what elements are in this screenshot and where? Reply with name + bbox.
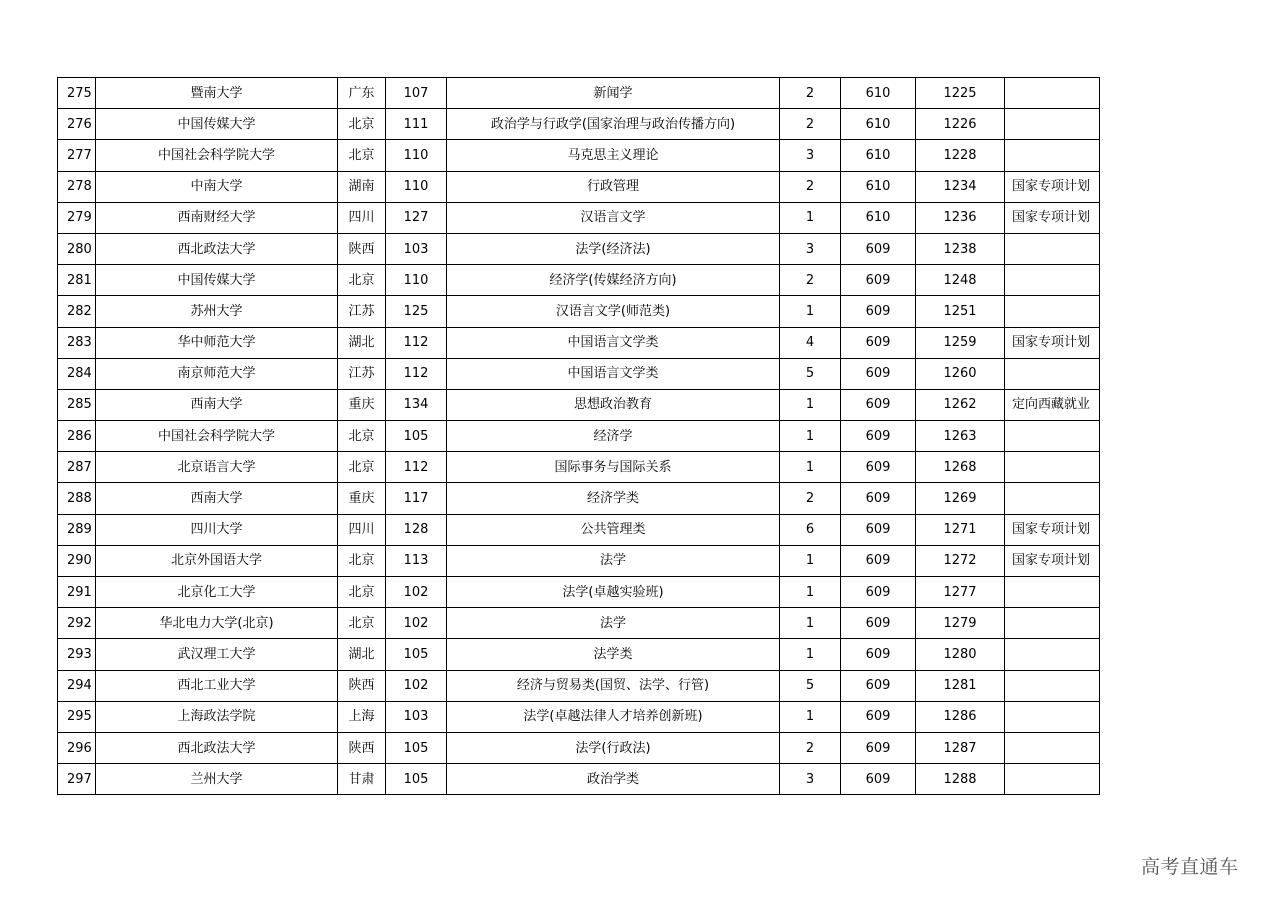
major-name-cell: 行政管理: [447, 171, 780, 202]
table-row: [58, 140, 1100, 171]
plan-count-cell: 2: [780, 171, 841, 202]
university-name-cell: 西南财经大学: [96, 202, 338, 233]
min-score-cell: 609: [841, 483, 916, 514]
major-name-cell: 新闻学: [447, 78, 780, 109]
major-name-cell: 中国语言文学类: [447, 358, 780, 389]
major-name-cell: 公共管理类: [447, 514, 780, 545]
min-score-cell: 609: [841, 764, 916, 795]
major-code-cell: 105: [386, 732, 447, 763]
table-row: [58, 545, 1100, 576]
major-code-cell: 105: [386, 639, 447, 670]
university-name-cell: 北京化工大学: [96, 577, 338, 608]
university-name-cell: 北京语言大学: [96, 452, 338, 483]
plan-count-cell: 4: [780, 327, 841, 358]
plan-count-cell: 3: [780, 233, 841, 264]
min-score-cell: 609: [841, 545, 916, 576]
min-score-cell: 610: [841, 140, 916, 171]
min-score-cell: 609: [841, 421, 916, 452]
province-cell: 甘肃: [338, 764, 386, 795]
major-code-cell: 112: [386, 358, 447, 389]
row-index-cell: 294: [58, 670, 96, 701]
row-index-cell: 281: [58, 265, 96, 296]
major-name-cell: 法学(行政法): [447, 732, 780, 763]
major-code-cell: 110: [386, 265, 447, 296]
major-code-cell: 110: [386, 171, 447, 202]
plan-count-cell: 2: [780, 109, 841, 140]
note-cell: [1005, 296, 1100, 327]
major-code-cell: 102: [386, 608, 447, 639]
rank-cell: 1277: [916, 577, 1005, 608]
plan-count-cell: 1: [780, 701, 841, 732]
rank-cell: 1268: [916, 452, 1005, 483]
min-score-cell: 609: [841, 577, 916, 608]
major-code-cell: 113: [386, 545, 447, 576]
rank-cell: 1263: [916, 421, 1005, 452]
table-row: [58, 670, 1100, 701]
min-score-cell: 610: [841, 171, 916, 202]
row-index-cell: 287: [58, 452, 96, 483]
note-cell: [1005, 421, 1100, 452]
plan-count-cell: 1: [780, 608, 841, 639]
major-name-cell: 经济学类: [447, 483, 780, 514]
plan-count-cell: 3: [780, 140, 841, 171]
major-code-cell: 112: [386, 452, 447, 483]
plan-count-cell: 2: [780, 732, 841, 763]
row-index-cell: 292: [58, 608, 96, 639]
row-index-cell: 291: [58, 577, 96, 608]
min-score-cell: 609: [841, 452, 916, 483]
province-cell: 北京: [338, 109, 386, 140]
watermark: 高考直通车: [1141, 856, 1239, 878]
university-name-cell: 中国传媒大学: [96, 265, 338, 296]
rank-cell: 1225: [916, 78, 1005, 109]
rank-cell: 1234: [916, 171, 1005, 202]
min-score-cell: 609: [841, 732, 916, 763]
table-row: [58, 358, 1100, 389]
plan-count-cell: 1: [780, 202, 841, 233]
rank-cell: 1286: [916, 701, 1005, 732]
rank-cell: 1288: [916, 764, 1005, 795]
row-index-cell: 285: [58, 389, 96, 420]
major-name-cell: 法学(卓越实验班): [447, 577, 780, 608]
province-cell: 广东: [338, 78, 386, 109]
row-index-cell: 297: [58, 764, 96, 795]
note-cell: [1005, 732, 1100, 763]
rank-cell: 1272: [916, 545, 1005, 576]
note-cell: 国家专项计划: [1005, 545, 1100, 576]
major-name-cell: 法学: [447, 545, 780, 576]
rank-cell: 1271: [916, 514, 1005, 545]
table-row: [58, 577, 1100, 608]
major-code-cell: 110: [386, 140, 447, 171]
min-score-cell: 609: [841, 358, 916, 389]
rank-cell: 1287: [916, 732, 1005, 763]
university-name-cell: 苏州大学: [96, 296, 338, 327]
table-row: [58, 514, 1100, 545]
rank-cell: 1279: [916, 608, 1005, 639]
min-score-cell: 609: [841, 265, 916, 296]
plan-count-cell: 1: [780, 389, 841, 420]
min-score-cell: 610: [841, 202, 916, 233]
major-name-cell: 法学: [447, 608, 780, 639]
table-row: [58, 296, 1100, 327]
university-name-cell: 中国传媒大学: [96, 109, 338, 140]
table-row: [58, 452, 1100, 483]
province-cell: 上海: [338, 701, 386, 732]
university-name-cell: 西南大学: [96, 389, 338, 420]
province-cell: 四川: [338, 202, 386, 233]
table-row: [58, 639, 1100, 670]
note-cell: [1005, 577, 1100, 608]
province-cell: 湖北: [338, 639, 386, 670]
min-score-cell: 609: [841, 639, 916, 670]
province-cell: 北京: [338, 545, 386, 576]
note-cell: [1005, 358, 1100, 389]
min-score-cell: 609: [841, 514, 916, 545]
min-score-cell: 610: [841, 109, 916, 140]
table-row: [58, 764, 1100, 795]
major-name-cell: 中国语言文学类: [447, 327, 780, 358]
major-code-cell: 107: [386, 78, 447, 109]
province-cell: 重庆: [338, 389, 386, 420]
row-index-cell: 275: [58, 78, 96, 109]
note-cell: [1005, 483, 1100, 514]
note-cell: [1005, 140, 1100, 171]
university-name-cell: 武汉理工大学: [96, 639, 338, 670]
admission-table: [57, 77, 1100, 795]
rank-cell: 1260: [916, 358, 1005, 389]
row-index-cell: 293: [58, 639, 96, 670]
province-cell: 江苏: [338, 296, 386, 327]
major-code-cell: 117: [386, 483, 447, 514]
plan-count-cell: 1: [780, 639, 841, 670]
table-row: [58, 109, 1100, 140]
university-name-cell: 北京外国语大学: [96, 545, 338, 576]
rank-cell: 1248: [916, 265, 1005, 296]
major-code-cell: 134: [386, 389, 447, 420]
university-name-cell: 中国社会科学院大学: [96, 421, 338, 452]
table-row: [58, 701, 1100, 732]
major-code-cell: 103: [386, 701, 447, 732]
plan-count-cell: 1: [780, 452, 841, 483]
major-code-cell: 105: [386, 764, 447, 795]
major-code-cell: 125: [386, 296, 447, 327]
major-name-cell: 思想政治教育: [447, 389, 780, 420]
table-row: [58, 78, 1100, 109]
province-cell: 重庆: [338, 483, 386, 514]
rank-cell: 1281: [916, 670, 1005, 701]
rank-cell: 1238: [916, 233, 1005, 264]
table-row: [58, 327, 1100, 358]
university-name-cell: 华中师范大学: [96, 327, 338, 358]
university-name-cell: 中国社会科学院大学: [96, 140, 338, 171]
major-code-cell: 127: [386, 202, 447, 233]
major-name-cell: 国际事务与国际关系: [447, 452, 780, 483]
min-score-cell: 609: [841, 233, 916, 264]
table-row: [58, 608, 1100, 639]
rank-cell: 1226: [916, 109, 1005, 140]
note-cell: [1005, 78, 1100, 109]
note-cell: [1005, 639, 1100, 670]
table-row: [58, 171, 1100, 202]
plan-count-cell: 2: [780, 483, 841, 514]
plan-count-cell: 3: [780, 764, 841, 795]
province-cell: 北京: [338, 608, 386, 639]
province-cell: 四川: [338, 514, 386, 545]
note-cell: [1005, 452, 1100, 483]
row-index-cell: 288: [58, 483, 96, 514]
major-code-cell: 112: [386, 327, 447, 358]
table-row: [58, 233, 1100, 264]
university-name-cell: 四川大学: [96, 514, 338, 545]
note-cell: 定向西藏就业: [1005, 389, 1100, 420]
min-score-cell: 609: [841, 327, 916, 358]
plan-count-cell: 5: [780, 670, 841, 701]
row-index-cell: 280: [58, 233, 96, 264]
row-index-cell: 278: [58, 171, 96, 202]
table-row: [58, 202, 1100, 233]
note-cell: [1005, 265, 1100, 296]
row-index-cell: 290: [58, 545, 96, 576]
row-index-cell: 279: [58, 202, 96, 233]
major-code-cell: 103: [386, 233, 447, 264]
province-cell: 北京: [338, 265, 386, 296]
province-cell: 江苏: [338, 358, 386, 389]
university-name-cell: 西北政法大学: [96, 233, 338, 264]
province-cell: 陕西: [338, 670, 386, 701]
note-cell: 国家专项计划: [1005, 514, 1100, 545]
note-cell: [1005, 764, 1100, 795]
major-name-cell: 经济学(传媒经济方向): [447, 265, 780, 296]
major-name-cell: 政治学类: [447, 764, 780, 795]
note-cell: [1005, 233, 1100, 264]
min-score-cell: 609: [841, 670, 916, 701]
province-cell: 湖南: [338, 171, 386, 202]
university-name-cell: 西南大学: [96, 483, 338, 514]
table-body: [58, 78, 1100, 795]
row-index-cell: 276: [58, 109, 96, 140]
row-index-cell: 284: [58, 358, 96, 389]
min-score-cell: 609: [841, 608, 916, 639]
plan-count-cell: 2: [780, 265, 841, 296]
major-code-cell: 105: [386, 421, 447, 452]
major-code-cell: 111: [386, 109, 447, 140]
rank-cell: 1280: [916, 639, 1005, 670]
rank-cell: 1259: [916, 327, 1005, 358]
note-cell: [1005, 109, 1100, 140]
note-cell: [1005, 670, 1100, 701]
province-cell: 北京: [338, 577, 386, 608]
province-cell: 湖北: [338, 327, 386, 358]
major-name-cell: 经济与贸易类(国贸、法学、行管): [447, 670, 780, 701]
major-name-cell: 法学(卓越法律人才培养创新班): [447, 701, 780, 732]
major-code-cell: 102: [386, 670, 447, 701]
university-name-cell: 中南大学: [96, 171, 338, 202]
table-row: [58, 265, 1100, 296]
row-index-cell: 277: [58, 140, 96, 171]
plan-count-cell: 2: [780, 78, 841, 109]
row-index-cell: 289: [58, 514, 96, 545]
major-name-cell: 法学(经济法): [447, 233, 780, 264]
note-cell: [1005, 608, 1100, 639]
plan-count-cell: 6: [780, 514, 841, 545]
row-index-cell: 296: [58, 732, 96, 763]
row-index-cell: 282: [58, 296, 96, 327]
note-cell: 国家专项计划: [1005, 327, 1100, 358]
province-cell: 北京: [338, 140, 386, 171]
note-cell: 国家专项计划: [1005, 171, 1100, 202]
major-name-cell: 马克思主义理论: [447, 140, 780, 171]
plan-count-cell: 1: [780, 296, 841, 327]
plan-count-cell: 1: [780, 577, 841, 608]
plan-count-cell: 1: [780, 545, 841, 576]
rank-cell: 1236: [916, 202, 1005, 233]
university-name-cell: 兰州大学: [96, 764, 338, 795]
min-score-cell: 610: [841, 78, 916, 109]
rank-cell: 1269: [916, 483, 1005, 514]
min-score-cell: 609: [841, 389, 916, 420]
university-name-cell: 暨南大学: [96, 78, 338, 109]
rank-cell: 1251: [916, 296, 1005, 327]
major-name-cell: 经济学: [447, 421, 780, 452]
major-name-cell: 汉语言文学(师范类): [447, 296, 780, 327]
table-row: [58, 389, 1100, 420]
table-row: [58, 421, 1100, 452]
row-index-cell: 283: [58, 327, 96, 358]
min-score-cell: 609: [841, 701, 916, 732]
major-name-cell: 法学类: [447, 639, 780, 670]
plan-count-cell: 1: [780, 421, 841, 452]
province-cell: 北京: [338, 452, 386, 483]
major-code-cell: 128: [386, 514, 447, 545]
note-cell: 国家专项计划: [1005, 202, 1100, 233]
rank-cell: 1262: [916, 389, 1005, 420]
row-index-cell: 295: [58, 701, 96, 732]
major-name-cell: 汉语言文学: [447, 202, 780, 233]
university-name-cell: 西北工业大学: [96, 670, 338, 701]
row-index-cell: 286: [58, 421, 96, 452]
province-cell: 陕西: [338, 233, 386, 264]
table-row: [58, 483, 1100, 514]
major-name-cell: 政治学与行政学(国家治理与政治传播方向): [447, 109, 780, 140]
note-cell: [1005, 701, 1100, 732]
university-name-cell: 上海政法学院: [96, 701, 338, 732]
province-cell: 北京: [338, 421, 386, 452]
university-name-cell: 南京师范大学: [96, 358, 338, 389]
university-name-cell: 西北政法大学: [96, 732, 338, 763]
province-cell: 陕西: [338, 732, 386, 763]
table-row: [58, 732, 1100, 763]
min-score-cell: 609: [841, 296, 916, 327]
rank-cell: 1228: [916, 140, 1005, 171]
plan-count-cell: 5: [780, 358, 841, 389]
university-name-cell: 华北电力大学(北京): [96, 608, 338, 639]
major-code-cell: 102: [386, 577, 447, 608]
